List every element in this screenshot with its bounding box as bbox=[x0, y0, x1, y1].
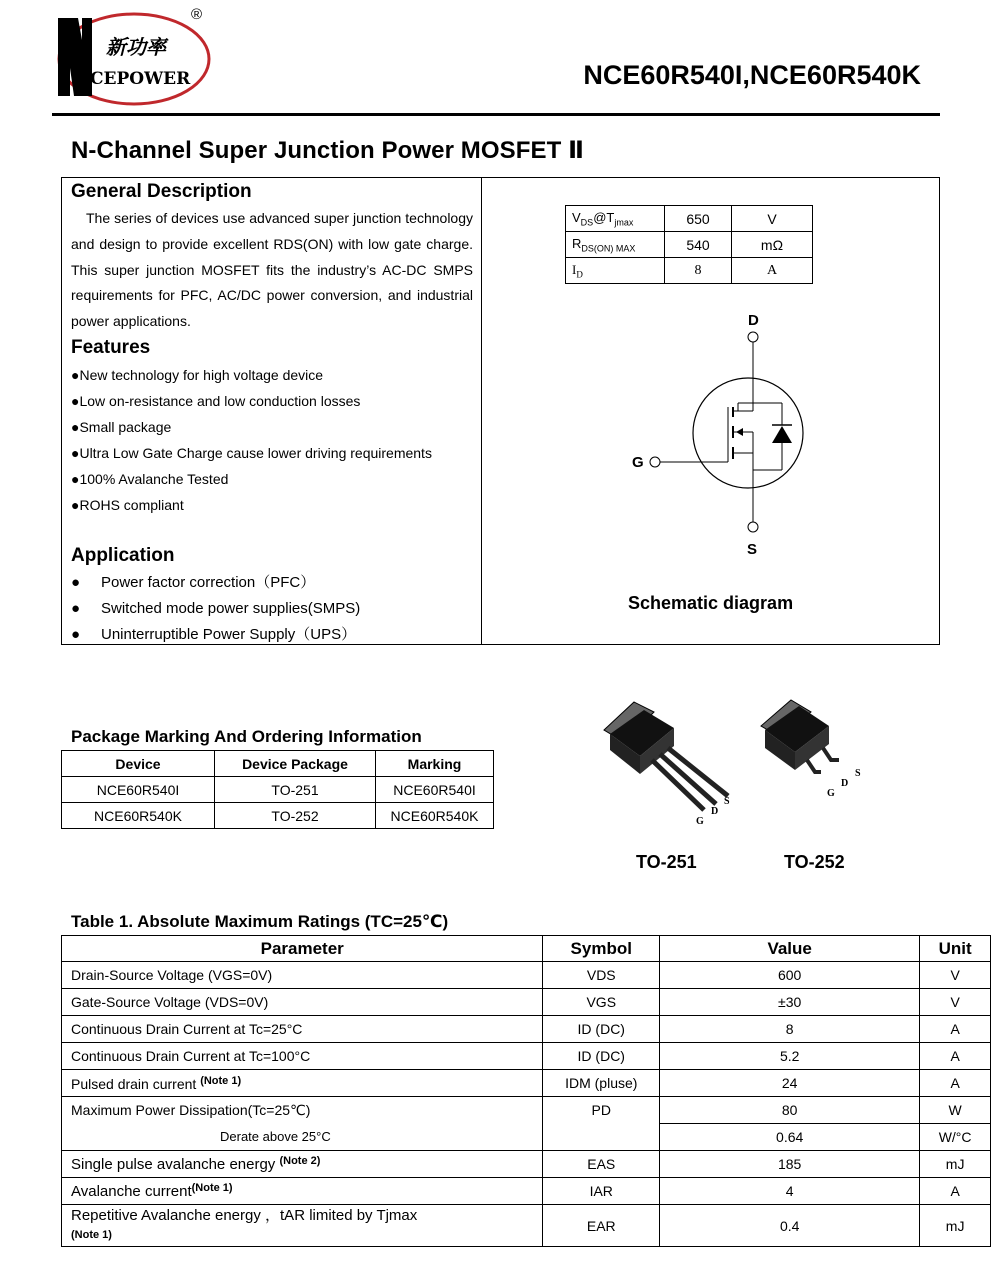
value-cell: 185 bbox=[660, 1151, 920, 1178]
pin-s-label: S bbox=[724, 796, 730, 807]
table-cell: TO-252 bbox=[215, 803, 376, 829]
param-cell: Single pulse avalanche energy $^{(Note 2)}$ bbox=[62, 1151, 543, 1178]
spec-value: 650 bbox=[665, 206, 732, 232]
key-spec-table bbox=[565, 205, 813, 284]
table-row bbox=[62, 1178, 991, 1205]
unit-cell: A bbox=[920, 1070, 991, 1097]
spec-unit: V bbox=[732, 206, 813, 232]
value-cell: 5.2 bbox=[660, 1043, 920, 1070]
pin-d-label: D bbox=[841, 778, 849, 789]
header-rule bbox=[52, 113, 940, 116]
main-title: N-Channel Super Junction Power MOSFET Ⅱ bbox=[71, 137, 585, 164]
ncepower-logo bbox=[52, 6, 212, 108]
general-description-body: The series of devices use advanced super junction technology and design to provide excellent RDS(ON) with low gate charge. This super junction MOSFET fits the industry’s AC-DC SMPS requirements for PFC, AC/DC power conversion, and industrial power applications. bbox=[71, 210, 473, 330]
unit-cell: V bbox=[920, 962, 991, 989]
unit-cell: V bbox=[920, 989, 991, 1016]
note-ref: (Note 1) bbox=[71, 1229, 112, 1241]
pin-d-label: D bbox=[711, 806, 719, 817]
application-title: Application bbox=[71, 545, 175, 566]
value-cell: 4 bbox=[660, 1178, 920, 1205]
symbol-cell: EAR bbox=[543, 1205, 660, 1247]
table-cell: TO-251 bbox=[215, 777, 376, 803]
column-header: Symbol bbox=[543, 936, 660, 962]
symbol-cell: ID (DC) bbox=[543, 1016, 660, 1043]
gate-label: G bbox=[632, 454, 644, 471]
column-header: Unit bbox=[920, 936, 991, 962]
symbol-cell: IDM (pluse) bbox=[543, 1070, 660, 1097]
key-spec-row bbox=[566, 258, 813, 284]
table-row bbox=[62, 1151, 991, 1178]
key-spec-row bbox=[566, 232, 813, 258]
source-label: S bbox=[747, 541, 758, 558]
value-cell: ±30 bbox=[660, 989, 920, 1016]
pin-g-label: G bbox=[696, 816, 704, 827]
feature-item: ●New technology for high voltage device bbox=[71, 367, 324, 383]
symbol-cell: PD bbox=[543, 1097, 660, 1124]
table-cell: NCE60R540K bbox=[376, 803, 494, 829]
feature-item: ●100% Avalanche Tested bbox=[71, 471, 229, 487]
absolute-max-ratings-table bbox=[61, 935, 991, 1247]
features-list bbox=[71, 362, 432, 518]
table-row bbox=[62, 777, 494, 803]
unit-cell: W bbox=[920, 1097, 991, 1124]
value-cell: 8 bbox=[660, 1016, 920, 1043]
features-title: Features bbox=[71, 337, 151, 358]
table-row bbox=[62, 1043, 991, 1070]
to-252-label: TO-252 bbox=[784, 852, 845, 872]
symbol-cell: VDS bbox=[543, 962, 660, 989]
symbol-cell: VGS bbox=[543, 989, 660, 1016]
spec-value: 8 bbox=[665, 258, 732, 284]
application-item: ● Switched mode power supplies(SMPS) bbox=[71, 596, 360, 622]
value-cell: 0.64 bbox=[660, 1124, 920, 1151]
table-row bbox=[62, 1097, 991, 1124]
bullet: ● bbox=[71, 574, 81, 591]
unit-cell: A bbox=[920, 1043, 991, 1070]
spec-unit: A bbox=[732, 258, 813, 284]
table-row bbox=[62, 989, 991, 1016]
value-cell: 80 bbox=[660, 1097, 920, 1124]
param-cell: Derate above 25°C bbox=[62, 1124, 543, 1151]
logo-text: CEPOWER bbox=[90, 69, 191, 89]
param-cell: Repetitive Avalanche energy ，tAR limited by Tjmax (Note 1) bbox=[62, 1205, 543, 1247]
table-row bbox=[62, 1124, 991, 1151]
note-ref: (Note 2) bbox=[279, 1155, 321, 1167]
table-header-row bbox=[62, 936, 991, 962]
spec-param: $V_{DS}@T_{jmax}$ bbox=[566, 206, 665, 232]
column-header: Parameter bbox=[62, 936, 543, 962]
table-row bbox=[62, 1205, 991, 1247]
bullet: ● bbox=[71, 626, 81, 643]
note-ref: (Note 1) bbox=[200, 1074, 242, 1087]
unit-cell: W/°C bbox=[920, 1124, 991, 1151]
table-cell: NCE60R540I bbox=[376, 777, 494, 803]
param-cell: Drain-Source Voltage (VGS=0V) bbox=[62, 962, 543, 989]
spec-param: $R_{DS(ON) MAX}$ bbox=[566, 232, 665, 258]
drain-label: D bbox=[748, 312, 759, 329]
feature-item: ●ROHS compliant bbox=[71, 497, 184, 513]
table-row bbox=[62, 1070, 991, 1097]
to-251-label: TO-251 bbox=[636, 852, 697, 872]
package-info-table bbox=[61, 750, 494, 829]
schematic-caption: Schematic diagram bbox=[628, 593, 794, 613]
symbol-cell: ID (DC) bbox=[543, 1043, 660, 1070]
value-cell: 0.4 bbox=[660, 1205, 920, 1247]
feature-item: ●Low on-resistance and low conduction losses bbox=[71, 393, 361, 409]
logo-chinese: 新功率 bbox=[106, 35, 166, 59]
overview-divider bbox=[481, 177, 482, 645]
unit-cell: mJ bbox=[920, 1151, 991, 1178]
param-cell: Maximum Power Dissipation(Tc=25℃) bbox=[62, 1097, 543, 1124]
feature-item: ●Small package bbox=[71, 419, 172, 435]
bullet: ● bbox=[71, 600, 81, 617]
general-description-title: General Description bbox=[71, 181, 252, 202]
key-spec-row bbox=[566, 206, 813, 232]
param-cell: Avalanche current$^{(Note 1)}$ bbox=[62, 1178, 543, 1205]
column-header: Device Package bbox=[215, 751, 376, 777]
table1-title: Table 1. Absolute Maximum Ratings (TC=25℃) bbox=[71, 912, 449, 931]
pin-s-label: S bbox=[855, 768, 861, 779]
to-252-package-image bbox=[755, 690, 875, 805]
to-251-package-image bbox=[596, 690, 746, 830]
table-header-row bbox=[62, 751, 494, 777]
symbol-cell: IAR bbox=[543, 1178, 660, 1205]
unit-cell: mJ bbox=[920, 1205, 991, 1247]
spec-unit: mΩ bbox=[732, 232, 813, 258]
package-info-title: Package Marking And Ordering Information bbox=[71, 727, 422, 746]
unit-cell: A bbox=[920, 1178, 991, 1205]
column-header: Value bbox=[660, 936, 920, 962]
symbol-cell bbox=[543, 1124, 660, 1151]
param-cell: Continuous Drain Current at Tc=25°C bbox=[62, 1016, 543, 1043]
note-ref: (Note 1) bbox=[191, 1182, 233, 1194]
value-cell: 24 bbox=[660, 1070, 920, 1097]
table-row bbox=[62, 1016, 991, 1043]
table-cell: NCE60R540K bbox=[62, 803, 215, 829]
column-header: Marking bbox=[376, 751, 494, 777]
mosfet-schematic bbox=[620, 305, 820, 565]
application-item: ● Power factor correction（PFC） bbox=[71, 570, 360, 596]
pin-g-label: G bbox=[827, 788, 835, 799]
table-row bbox=[62, 803, 494, 829]
unit-cell: A bbox=[920, 1016, 991, 1043]
param-cell: Continuous Drain Current at Tc=100°C bbox=[62, 1043, 543, 1070]
feature-item: ●Ultra Low Gate Charge cause lower driving requirements bbox=[71, 445, 432, 461]
symbol-cell: EAS bbox=[543, 1151, 660, 1178]
application-item: ● Uninterruptible Power Supply（UPS） bbox=[71, 622, 360, 648]
param-cell: Pulsed drain current $^{(Note 1)}$ bbox=[62, 1070, 543, 1097]
spec-value: 540 bbox=[665, 232, 732, 258]
value-cell: 600 bbox=[660, 962, 920, 989]
application-list bbox=[71, 570, 360, 648]
param-cell: Gate-Source Voltage (VDS=0V) bbox=[62, 989, 543, 1016]
table-cell: NCE60R540I bbox=[62, 777, 215, 803]
table-row bbox=[62, 962, 991, 989]
column-header: Device bbox=[62, 751, 215, 777]
registered-mark: ® bbox=[191, 6, 203, 23]
spec-param: $I_D$ bbox=[566, 258, 665, 284]
document-title: NCE60R540I,NCE60R540K bbox=[583, 60, 921, 90]
